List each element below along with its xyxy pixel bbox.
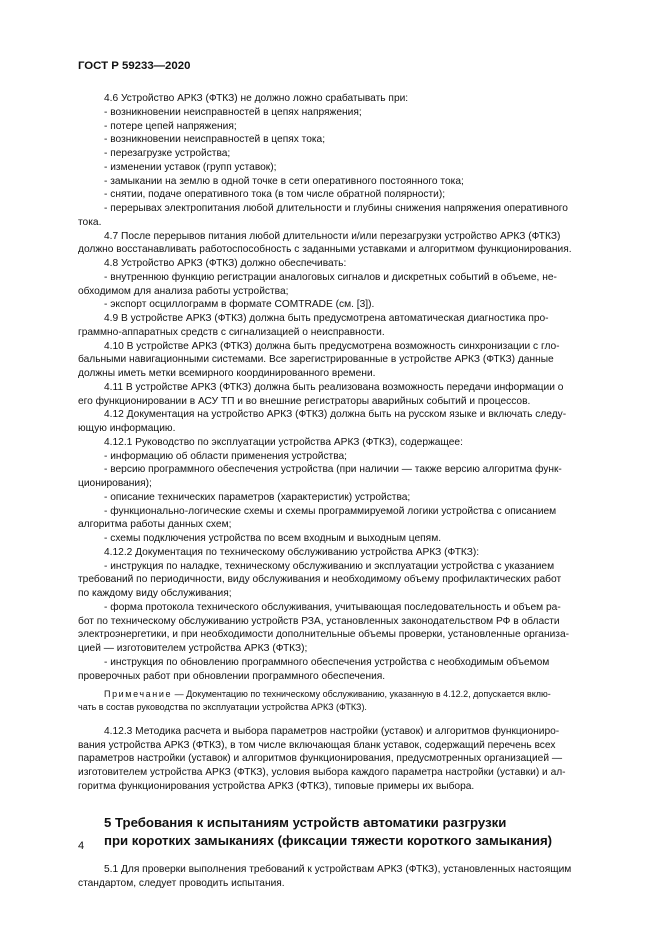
list-item: - изменении уставок (групп уставок); bbox=[104, 161, 277, 173]
list-item-continuation: бот по техническому обслуживанию устройств РЗА, установленных законодательством РФ в области bbox=[78, 615, 560, 627]
clause-4-11-line: его функционировании в АСУ ТП и во внешние регистраторы аварийных событий и процессов. bbox=[78, 395, 531, 407]
clause-4-12-3-line: вания устройства АРКЗ (ФТКЗ), в том числе включающая бланк уставок, содержащий перечень всех bbox=[78, 739, 556, 751]
list-item: - схемы подключения устройства по всем входным и выходным цепям. bbox=[104, 533, 442, 544]
clause-4-12-3-line: изготовителем устройства АРКЗ (ФТКЗ), условия выбора каждого параметра настройки (уставки) и ал- bbox=[78, 767, 566, 779]
note-label: Примечание bbox=[104, 689, 173, 700]
list-item: - описание технических параметров (характеристик) устройства; bbox=[104, 491, 411, 503]
section-5-heading: при коротких замыканиях (фиксации тяжести короткого замыкания) bbox=[104, 833, 553, 849]
list-item-continuation: требований по периодичности, виду обслуживания и необходимому объему профилактических работ bbox=[78, 574, 562, 586]
list-item: - возникновении неисправностей в цепях тока; bbox=[104, 134, 326, 146]
clause-4-12-2-intro: 4.12.2 Документация по техническому обслуживанию устройства АРКЗ (ФТКЗ): bbox=[104, 546, 480, 558]
list-item-continuation: алгоритма работы данных схем; bbox=[78, 519, 232, 531]
clause-4-9-line: 4.9 В устройстве АРКЗ (ФТКЗ) должна быть предусмотрена автоматическая диагностика про- bbox=[104, 313, 549, 324]
list-item-continuation: обходимом для анализа работы устройства; bbox=[78, 285, 289, 297]
list-item-continuation: проверочных работ при обновлении программного обеспечения. bbox=[78, 670, 386, 682]
clause-4-12-3-line: горитма функционирования устройства АРКЗ (ФТКЗ), типовые примеры их выбора. bbox=[78, 780, 475, 792]
clause-4-10-line: должны иметь метки всемирного координированного времени. bbox=[78, 368, 376, 379]
clause-4-10-line: 4.10 В устройстве АРКЗ (ФТКЗ) должна быть предусмотрена возможность синхронизации с гло- bbox=[104, 340, 560, 352]
clause-4-10-line: бальными навигационными системами. Все зарегистрированные в устройстве АРКЗ (ФТКЗ) данные bbox=[78, 354, 554, 366]
list-item: - экспорт осциллограмм в формате COMTRADE (см. [3]). bbox=[104, 299, 375, 311]
clause-4-7-line: 4.7 После перерывов питания любой длительности и/или перезагрузки устройство АРКЗ (ФТКЗ) bbox=[104, 230, 561, 242]
list-item: - информацию об области применения устройства; bbox=[104, 450, 347, 462]
clause-4-11-line: 4.11 В устройстве АРКЗ (ФТКЗ) должна быть реализована возможность передачи информации о bbox=[104, 381, 564, 393]
document-id-header: ГОСТ Р 59233—2020 bbox=[78, 60, 191, 72]
clause-4-12-3-line: 4.12.3 Методика расчета и выбора параметров настройки (уставок) и алгоритмов функциониро- bbox=[104, 725, 560, 737]
note-line bbox=[78, 688, 618, 701]
list-item-continuation: по каждому виду обслуживания; bbox=[78, 588, 232, 599]
document-body bbox=[78, 92, 618, 890]
list-item-continuation: тока. bbox=[78, 216, 102, 228]
list-item: - инструкция по обновлению программного обеспечения устройства с необходимым объемом bbox=[104, 656, 550, 668]
clause-5-1-line: стандартом, следует проводить испытания. bbox=[78, 877, 285, 889]
list-item: - функционально-логические схемы и схемы программируемой логики устройства с описанием bbox=[104, 505, 557, 517]
clause-4-6-intro: 4.6 Устройство АРКЗ (ФТКЗ) не должно ложно срабатывать при: bbox=[104, 93, 409, 104]
clause-4-12-line: 4.12 Документация на устройство АРКЗ (ФТКЗ) должна быть на русском языке и включать следу- bbox=[104, 409, 567, 421]
list-item-continuation: электроэнергетики, и при необходимости дополнительные объемы проверки, установленные организа- bbox=[78, 629, 569, 641]
list-item: - версию программного обеспечения устройства (при наличии — также версию алгоритма функ- bbox=[104, 464, 562, 476]
list-item: - внутреннюю функцию регистрации аналоговых сигналов и дискретных событий в объеме, не- bbox=[104, 271, 557, 283]
list-item: - перезагрузке устройства; bbox=[104, 148, 231, 159]
page-number: 4 bbox=[78, 840, 85, 852]
section-5-heading: 5 Требования к испытаниям устройств автоматики разгрузки bbox=[104, 814, 507, 830]
list-item: - замыкании на землю в одной точке в сети оперативного постоянного тока; bbox=[104, 175, 464, 187]
clause-4-12-line: ющую информацию. bbox=[78, 423, 176, 434]
list-item-continuation: ционирования); bbox=[78, 478, 152, 489]
clause-4-7-line: должно восстанавливать работоспособность с заданными уставками и алгоритмом функционирования. bbox=[78, 244, 572, 256]
note-text: — Документацию по техническому обслуживанию, указанную в 4.12.2, допускается вклю- bbox=[172, 689, 551, 700]
list-item-continuation: цией — изготовителем устройства АРКЗ (ФТКЗ); bbox=[78, 643, 308, 654]
clause-4-12-1-intro: 4.12.1 Руководство по эксплуатации устройства АРКЗ (ФТКЗ), содержащее: bbox=[104, 436, 463, 448]
clause-4-9-line: граммно-аппаратных средств с сигнализацией о неисправности. bbox=[78, 326, 385, 338]
list-item: - снятии, подаче оперативного тока (в том числе обратной полярности); bbox=[104, 189, 446, 201]
list-item: - возникновении неисправностей в цепях напряжения; bbox=[104, 106, 362, 118]
list-item: - потере цепей напряжения; bbox=[104, 120, 237, 132]
list-item: - перерывах электропитания любой длительности и глубины снижения напряжения оперативного bbox=[104, 203, 568, 214]
clause-4-8-intro: 4.8 Устройство АРКЗ (ФТКЗ) должно обеспечивать: bbox=[104, 258, 347, 269]
clause-4-12-3-line: параметров настройки (уставок) и алгоритмов функционирования, предусмотренных организацией — bbox=[78, 753, 563, 765]
clause-5-1-line: 5.1 Для проверки выполнения требований к устройствам АРКЗ (ФТКЗ), установленных настоящим bbox=[104, 863, 572, 875]
note-line: чать в состав руководства по эксплуатации устройства АРКЗ (ФТКЗ). bbox=[78, 702, 367, 713]
list-item: - инструкция по наладке, техническому обслуживанию и эксплуатации устройства с указанием bbox=[104, 560, 555, 572]
list-item: - форма протокола технического обслуживания, учитывающая последовательность и объем ра- bbox=[104, 601, 561, 613]
